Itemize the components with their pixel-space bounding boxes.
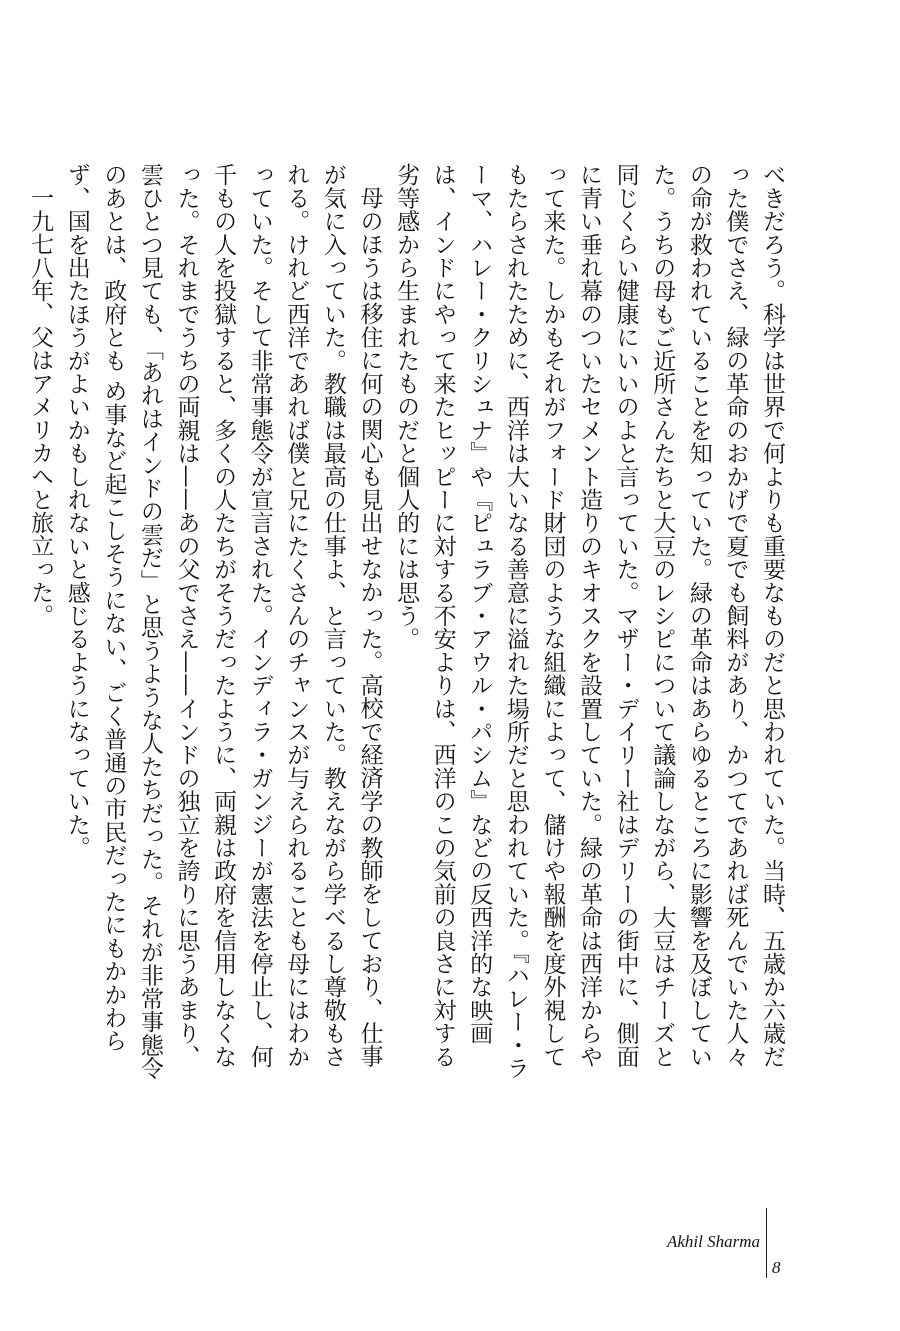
body-text (27, 163, 790, 1083)
paragraph-1: べきだろう。科学は世界で何よりも重要なものだと思われていた。当時、五歳か六歳だった僕でさえ、緑の革命のおかげで夏でも飼料があり、かつてであれば死んでいた人々の命が救われていることを知っていた。緑の革命はあらゆるところに影響を及ぼしていた。うちの母もご近所さんたちと大豆のレシピについて議論しながら、大豆はチーズと同じくらい健康にいいのよと言っていた。マザー・デイリー社はデリーの街中に、側面に青い垂れ幕のついたセメント造りのキオスクを設置していた。緑の革命は西洋からやって来た。しかもそれがフォード財団のような組織によって、儲けや報酬を度外視してもたらされたために、西洋は大いなる善意に溢れた場所だと思われていた。『ハレー・ラーマ、ハレー・クリシュナ』や『ピュラブ・アウル・パシム』などの反西洋的な映画は、インドにやって来たヒッピーに対する不安よりは、西洋のこの気前の良さに対する劣等感から生まれたものだと個人的には思う。 (393, 163, 785, 1080)
footer-divider (766, 1208, 767, 1278)
paragraph-3: 一九七八年、父はアメリカへと旅立った。 (27, 186, 54, 627)
running-footer-author: Akhil Sharma (666, 1232, 760, 1251)
page-number: 8 (772, 1258, 781, 1277)
paragraph-2: 母のほうは移住に何の関心も見出せなかった。高校で経済学の教師をしており、仕事が気に入っていた。教職は最高の仕事よ、と言っていた。教えながら学べるし尊敬もされる。けれど西洋であれば僕と兄にたくさんのチャンスが与えられることも母にはわかっていた。そして非常事態令が宣言された。インディラ・ガンジーが憲法を停止し、何千もの人を投獄すると、多くの人たちがそうだったように、両親は政府を信用しなくなった。それまでうちの両親は——あの父でさえ——インドの独立を誇りに思うあまり、雲ひとつ見ても、「あれはインドの雲だ」と思うような人たちだった。それが非常事態令のあとは、政府とも め事など起こしそうにない、ごく普通の市民だったにもかかわらず、国を出たほうがよいかもしれないと感じるようになっていた。 (63, 163, 383, 1080)
